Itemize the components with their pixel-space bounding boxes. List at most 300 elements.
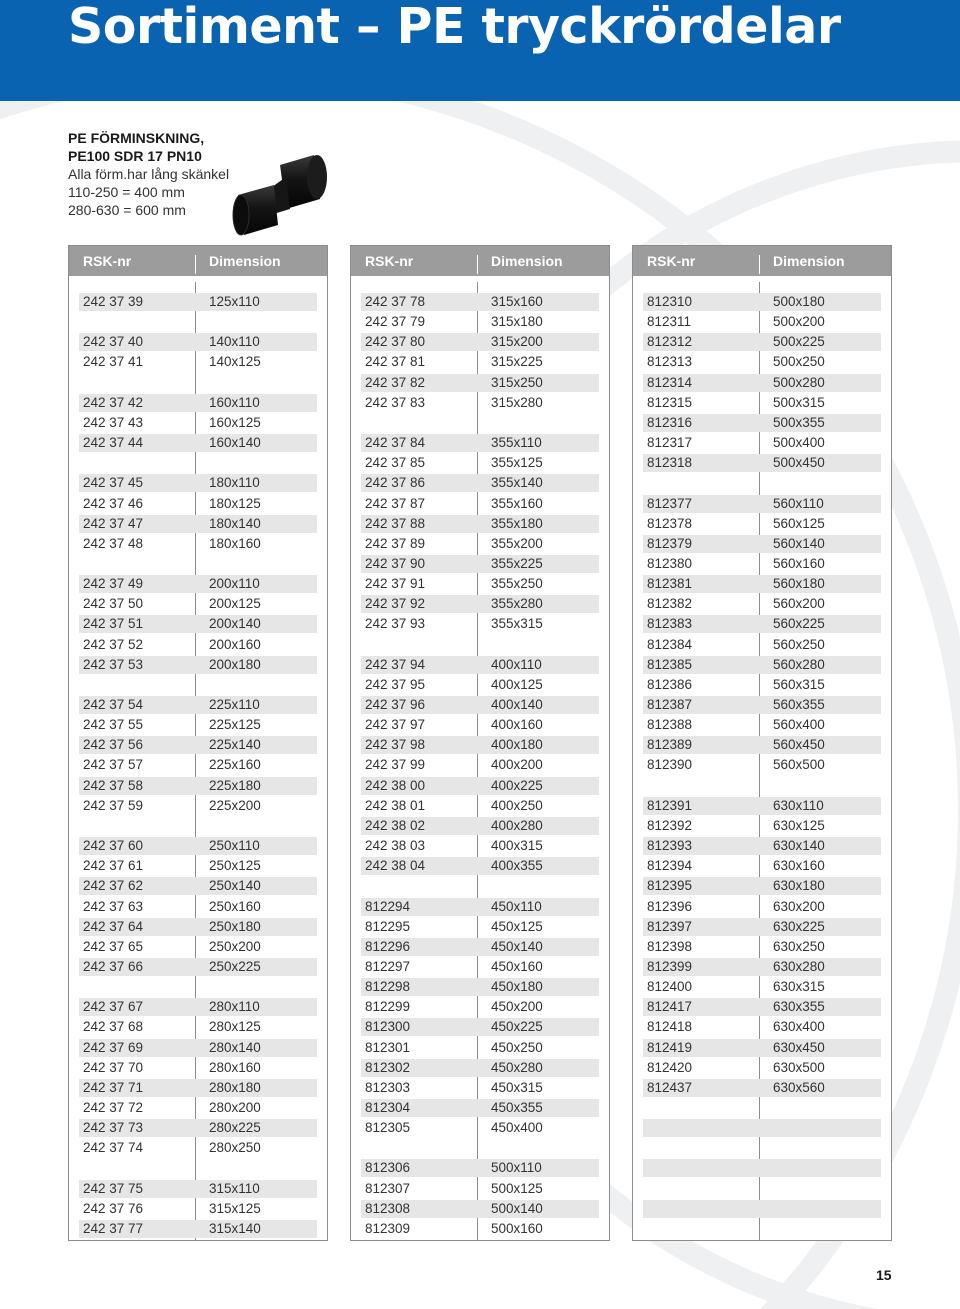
table-row	[79, 555, 317, 573]
rsk-number: 242 37 60	[83, 838, 144, 854]
pe-reducer-fitting-icon	[228, 147, 340, 242]
table-row	[79, 575, 317, 593]
dimension-value: 280x125	[209, 1019, 261, 1035]
table-row	[79, 1099, 317, 1117]
table-row	[361, 978, 599, 996]
dimension-value: 560x315	[773, 676, 825, 692]
table-row	[361, 374, 599, 392]
table-row	[643, 1180, 881, 1198]
table-row	[79, 394, 317, 412]
dimension-value: 500x355	[773, 414, 825, 430]
table-row	[361, 575, 599, 593]
dimension-value: 355x315	[491, 616, 543, 632]
rsk-number: 242 37 71	[83, 1079, 144, 1095]
table-row	[79, 656, 317, 674]
table-row	[643, 777, 881, 795]
table-row	[643, 333, 881, 351]
table-row	[361, 353, 599, 371]
dimension-value: 630x315	[773, 979, 825, 995]
rsk-number: 242 37 90	[365, 555, 426, 571]
table-row	[361, 454, 599, 472]
rsk-number: 242 37 67	[83, 999, 144, 1015]
dimension-value: 280x160	[209, 1059, 261, 1075]
dimension-value: 630x355	[773, 999, 825, 1015]
table-row	[643, 756, 881, 774]
dimension-value: 500x225	[773, 334, 825, 350]
table-row	[361, 857, 599, 875]
table-row	[361, 756, 599, 774]
table-row	[643, 857, 881, 875]
table-row	[361, 515, 599, 533]
table-row	[79, 998, 317, 1016]
dimension-value: 225x200	[209, 797, 261, 813]
rsk-number: 242 37 52	[83, 636, 144, 652]
table-row	[79, 1039, 317, 1057]
table-row	[79, 1079, 317, 1097]
table-header	[633, 246, 891, 276]
table-row	[643, 817, 881, 835]
fitting-table-1	[68, 245, 328, 1241]
rsk-number: 812314	[647, 374, 693, 390]
dimension-value: 200x180	[209, 656, 261, 672]
table-row	[643, 998, 881, 1016]
dimension-value: 500x160	[491, 1220, 543, 1236]
product-info	[68, 129, 229, 219]
dimension-value: 630x250	[773, 938, 825, 954]
table-row	[643, 696, 881, 714]
table-row	[361, 1079, 599, 1097]
table-row	[361, 998, 599, 1016]
rsk-number: 812380	[647, 555, 693, 571]
table-row	[361, 434, 599, 452]
table-row	[361, 1099, 599, 1117]
table-row	[361, 615, 599, 633]
dimension-value: 180x140	[209, 515, 261, 531]
table-row	[361, 414, 599, 432]
table-row	[79, 595, 317, 613]
dimension-value: 450x125	[491, 918, 543, 934]
rsk-number: 812307	[365, 1180, 411, 1196]
rsk-number: 242 37 65	[83, 938, 144, 954]
rsk-number: 812398	[647, 938, 693, 954]
dimension-value: 450x400	[491, 1120, 543, 1136]
dimension-value: 560x180	[773, 576, 825, 592]
table-row	[361, 1200, 599, 1218]
rsk-number: 812381	[647, 576, 693, 592]
dimension-value: 250x125	[209, 858, 261, 874]
table-row	[361, 898, 599, 916]
page-number: 15	[876, 1267, 892, 1283]
table-row	[643, 978, 881, 996]
dimension-value: 355x125	[491, 455, 543, 471]
dimension-value: 400x250	[491, 797, 543, 813]
dimension-value: 500x125	[491, 1180, 543, 1196]
table-row	[643, 595, 881, 613]
table-row	[361, 1180, 599, 1198]
rsk-number: 242 37 78	[365, 294, 426, 309]
rsk-number: 242 37 46	[83, 495, 144, 511]
rsk-number: 242 37 57	[83, 757, 144, 773]
table-row	[361, 1119, 599, 1137]
rsk-number: 812419	[647, 1039, 693, 1055]
dimension-value: 355x200	[491, 535, 543, 551]
rsk-number: 242 37 98	[365, 737, 426, 753]
table-row	[79, 898, 317, 916]
page-title: Sortiment – PE tryckrördelar	[68, 0, 841, 55]
rsk-number: 812318	[647, 455, 693, 471]
dimension-value: 225x160	[209, 757, 261, 773]
table-row	[361, 716, 599, 734]
rsk-number: 242 37 64	[83, 918, 144, 934]
table-row	[79, 1018, 317, 1036]
table-row	[361, 656, 599, 674]
rsk-number: 812383	[647, 616, 693, 632]
table-row	[79, 495, 317, 513]
table-row	[79, 736, 317, 754]
table-row	[643, 353, 881, 371]
rsk-number: 812394	[647, 858, 693, 874]
rsk-number: 242 37 43	[83, 414, 144, 430]
dimension-value: 630x180	[773, 878, 825, 894]
rsk-number: 242 38 01	[365, 797, 426, 813]
table-row	[79, 1059, 317, 1077]
dimension-value: 250x200	[209, 938, 261, 954]
table-row	[361, 777, 599, 795]
rsk-number: 242 37 58	[83, 777, 144, 793]
table-row	[79, 313, 317, 331]
table-row	[643, 656, 881, 674]
dimension-value: 450x110	[491, 898, 542, 914]
dimension-value: 630x450	[773, 1039, 825, 1055]
table-row	[361, 394, 599, 412]
dimension-value: 315x280	[491, 394, 543, 410]
dimension-value: 500x400	[773, 435, 825, 451]
rsk-number: 812299	[365, 999, 411, 1015]
dimension-value: 200x110	[209, 576, 260, 592]
table-row	[79, 837, 317, 855]
rsk-number: 242 37 40	[83, 334, 144, 350]
dimension-value: 355x160	[491, 495, 543, 511]
rsk-number: 812296	[365, 938, 411, 954]
rsk-number: 242 37 91	[365, 576, 426, 592]
rsk-number: 242 37 51	[83, 616, 144, 632]
dimension-value: 315x180	[491, 314, 543, 330]
rsk-number: 242 37 97	[365, 717, 426, 733]
rsk-number: 242 37 55	[83, 717, 144, 733]
rsk-number: 242 37 53	[83, 656, 144, 672]
table-row	[643, 1039, 881, 1057]
table-row	[643, 877, 881, 895]
rsk-number: 812306	[365, 1160, 411, 1176]
table-row	[643, 1119, 881, 1137]
dimension-value: 355x225	[491, 555, 543, 571]
rsk-number: 812311	[647, 314, 692, 330]
table-row	[79, 1220, 317, 1238]
rsk-number: 242 37 77	[83, 1220, 144, 1236]
table-row	[361, 938, 599, 956]
dimension-value: 200x160	[209, 636, 261, 652]
table-row	[361, 636, 599, 654]
rsk-number: 242 37 81	[365, 354, 426, 370]
dimension-value: 250x110	[209, 838, 260, 854]
dimension-value: 160x125	[209, 414, 261, 430]
rsk-number: 242 37 39	[83, 294, 144, 309]
column-header-dimension: Dimension	[209, 253, 281, 269]
dimension-value: 400x140	[491, 697, 543, 712]
table-row	[79, 1159, 317, 1177]
rsk-number: 812378	[647, 515, 693, 531]
table-row	[79, 958, 317, 976]
rsk-number: 242 37 63	[83, 898, 144, 914]
table-row	[643, 1220, 881, 1238]
dimension-value: 225x110	[209, 697, 260, 712]
table-row	[79, 978, 317, 996]
table-row	[79, 1180, 317, 1198]
table-row	[79, 938, 317, 956]
rsk-number: 242 37 56	[83, 737, 144, 753]
dimension-value: 315x110	[209, 1180, 260, 1196]
dimension-value: 450x160	[491, 958, 543, 974]
rsk-number: 242 37 93	[365, 616, 426, 632]
rsk-number: 242 38 00	[365, 777, 426, 793]
table-row	[361, 918, 599, 936]
table-row	[643, 495, 881, 513]
rsk-number: 812400	[647, 979, 693, 995]
dimension-value: 630x280	[773, 958, 825, 974]
rsk-number: 242 37 66	[83, 958, 144, 974]
dimension-value: 560x200	[773, 596, 825, 612]
rsk-number: 242 37 92	[365, 596, 426, 612]
table-row	[643, 1018, 881, 1036]
dimension-value: 250x180	[209, 918, 261, 934]
table-row	[643, 535, 881, 553]
dimension-value: 280x140	[209, 1039, 261, 1055]
rsk-number: 812382	[647, 596, 693, 612]
dimension-value: 630x400	[773, 1019, 825, 1035]
rsk-number: 812301	[365, 1039, 411, 1055]
dimension-value: 355x110	[491, 435, 542, 451]
dimension-value: 500x315	[773, 394, 825, 410]
dimension-value: 140x110	[209, 334, 260, 350]
rsk-number: 812313	[647, 354, 693, 370]
table-row	[361, 313, 599, 331]
table-row	[79, 797, 317, 815]
table-row	[643, 837, 881, 855]
table-row	[643, 676, 881, 694]
dimension-value: 560x450	[773, 737, 825, 753]
dimension-value: 630x140	[773, 838, 825, 854]
rsk-number: 812418	[647, 1019, 693, 1035]
dimension-value: 400x225	[491, 777, 543, 793]
rsk-number: 812300	[365, 1019, 411, 1035]
fitting-table-3	[632, 245, 892, 1241]
dimension-value: 560x280	[773, 656, 825, 672]
dimension-value: 630x125	[773, 817, 825, 833]
table-row	[361, 595, 599, 613]
table-row	[643, 898, 881, 916]
table-row	[361, 837, 599, 855]
dimension-value: 225x125	[209, 717, 261, 733]
table-row	[79, 676, 317, 694]
rsk-number: 242 37 79	[365, 314, 426, 330]
dimension-value: 450x225	[491, 1019, 543, 1035]
rsk-number: 242 37 87	[365, 495, 426, 511]
dimension-value: 280x225	[209, 1120, 261, 1136]
dimension-value: 280x200	[209, 1100, 261, 1115]
rsk-number: 812384	[647, 636, 693, 652]
rsk-number: 812298	[365, 979, 411, 995]
dimension-value: 225x140	[209, 737, 261, 753]
dimension-value: 400x200	[491, 757, 543, 773]
rsk-number: 812302	[365, 1059, 411, 1075]
rsk-number: 242 37 62	[83, 878, 144, 894]
rsk-number: 812395	[647, 878, 693, 894]
dimension-value: 400x180	[491, 737, 543, 753]
rsk-number: 242 37 69	[83, 1039, 144, 1055]
table-row	[361, 797, 599, 815]
table-row	[79, 414, 317, 432]
table-row	[643, 1059, 881, 1077]
dimension-value: 500x140	[491, 1200, 543, 1216]
table-row	[361, 676, 599, 694]
dimension-value: 315x200	[491, 334, 543, 350]
dimension-value: 160x140	[209, 435, 261, 451]
dimension-value: 315x225	[491, 354, 543, 370]
header-divider	[759, 255, 760, 274]
rsk-number: 242 37 45	[83, 475, 144, 491]
rsk-number: 242 37 59	[83, 797, 144, 813]
table-row	[361, 1059, 599, 1077]
column-header-rsk: RSK-nr	[365, 253, 414, 269]
dimension-value: 500x110	[491, 1160, 542, 1176]
table-header	[69, 246, 327, 276]
table-row	[79, 535, 317, 553]
table-row	[643, 313, 881, 331]
rsk-number: 812297	[365, 958, 411, 974]
rsk-number: 242 37 80	[365, 334, 426, 350]
rsk-number: 812386	[647, 676, 693, 692]
dimension-value: 630x110	[773, 797, 824, 813]
table-row	[643, 1159, 881, 1177]
table-row	[361, 736, 599, 754]
table-row	[79, 1139, 317, 1157]
dimension-value: 315x125	[209, 1200, 261, 1216]
table-row	[643, 797, 881, 815]
dimension-value: 500x280	[773, 374, 825, 390]
dimension-value: 400x355	[491, 858, 543, 874]
dimension-value: 500x250	[773, 354, 825, 370]
dimension-value: 500x200	[773, 314, 825, 330]
dimension-value: 180x110	[209, 475, 260, 491]
rsk-number: 242 37 82	[365, 374, 426, 390]
rsk-number: 242 37 75	[83, 1180, 144, 1196]
dimension-value: 355x140	[491, 475, 543, 491]
rsk-number: 812392	[647, 817, 693, 833]
table-row	[79, 434, 317, 452]
dimension-value: 450x180	[491, 979, 543, 995]
rsk-number: 242 37 94	[365, 656, 426, 672]
table-row	[79, 293, 317, 311]
table-row	[79, 756, 317, 774]
table-row	[361, 958, 599, 976]
rsk-number: 242 37 95	[365, 676, 426, 692]
table-row	[643, 374, 881, 392]
table-row	[643, 394, 881, 412]
table-row	[79, 474, 317, 492]
rsk-number: 812308	[365, 1200, 411, 1216]
dimension-value: 560x500	[773, 757, 825, 773]
table-row	[79, 877, 317, 895]
dimension-value: 180x160	[209, 535, 261, 551]
dimension-value: 250x225	[209, 958, 261, 974]
table-row	[79, 374, 317, 392]
table-row	[79, 353, 317, 371]
table-row	[79, 615, 317, 633]
table-row	[361, 877, 599, 895]
table-row	[361, 817, 599, 835]
header-divider	[195, 255, 196, 274]
table-row	[79, 817, 317, 835]
table-row	[643, 716, 881, 734]
rsk-number: 812390	[647, 757, 693, 773]
rsk-number: 812437	[647, 1079, 693, 1095]
rsk-number: 812294	[365, 898, 411, 914]
rsk-number: 812385	[647, 656, 693, 672]
dimension-value: 630x500	[773, 1059, 825, 1075]
rsk-number: 242 37 70	[83, 1059, 144, 1075]
rsk-number: 812420	[647, 1059, 693, 1075]
dimension-value: 315x140	[209, 1220, 261, 1236]
rsk-number: 242 37 74	[83, 1140, 144, 1156]
table-row	[79, 515, 317, 533]
dimension-value: 560x400	[773, 717, 825, 733]
table-row	[79, 857, 317, 875]
dimension-value: 560x110	[773, 495, 824, 511]
rsk-number: 812391	[647, 797, 693, 813]
dimension-value: 450x140	[491, 938, 543, 954]
product-note-line1: Alla förm.har lång skänkel	[68, 166, 230, 182]
dimension-value: 280x250	[209, 1140, 261, 1156]
rsk-number: 242 37 83	[365, 394, 426, 410]
table-row	[361, 1139, 599, 1157]
dimension-value: 630x225	[773, 918, 825, 934]
table-row	[361, 1220, 599, 1238]
rsk-number: 242 38 04	[365, 858, 426, 874]
dimension-value: 400x160	[491, 717, 543, 733]
table-row	[643, 474, 881, 492]
rsk-number: 812315	[647, 394, 693, 410]
rsk-number: 812379	[647, 535, 693, 551]
table-row	[643, 636, 881, 654]
dimension-value: 315x160	[491, 294, 543, 309]
header-divider	[477, 255, 478, 274]
column-header-rsk: RSK-nr	[647, 253, 696, 269]
table-row	[643, 1200, 881, 1218]
table-row	[643, 575, 881, 593]
table-row	[643, 615, 881, 633]
table-row	[361, 1039, 599, 1057]
rsk-number: 242 37 48	[83, 535, 144, 551]
dimension-value: 250x160	[209, 898, 261, 914]
dimension-value: 450x200	[491, 999, 543, 1015]
dimension-value: 560x160	[773, 555, 825, 571]
dimension-value: 400x110	[491, 656, 542, 672]
table-row	[643, 555, 881, 573]
rsk-number: 812377	[647, 495, 693, 511]
table-row	[79, 777, 317, 795]
dimension-value: 450x280	[491, 1059, 543, 1075]
rsk-number: 242 37 84	[365, 435, 426, 451]
